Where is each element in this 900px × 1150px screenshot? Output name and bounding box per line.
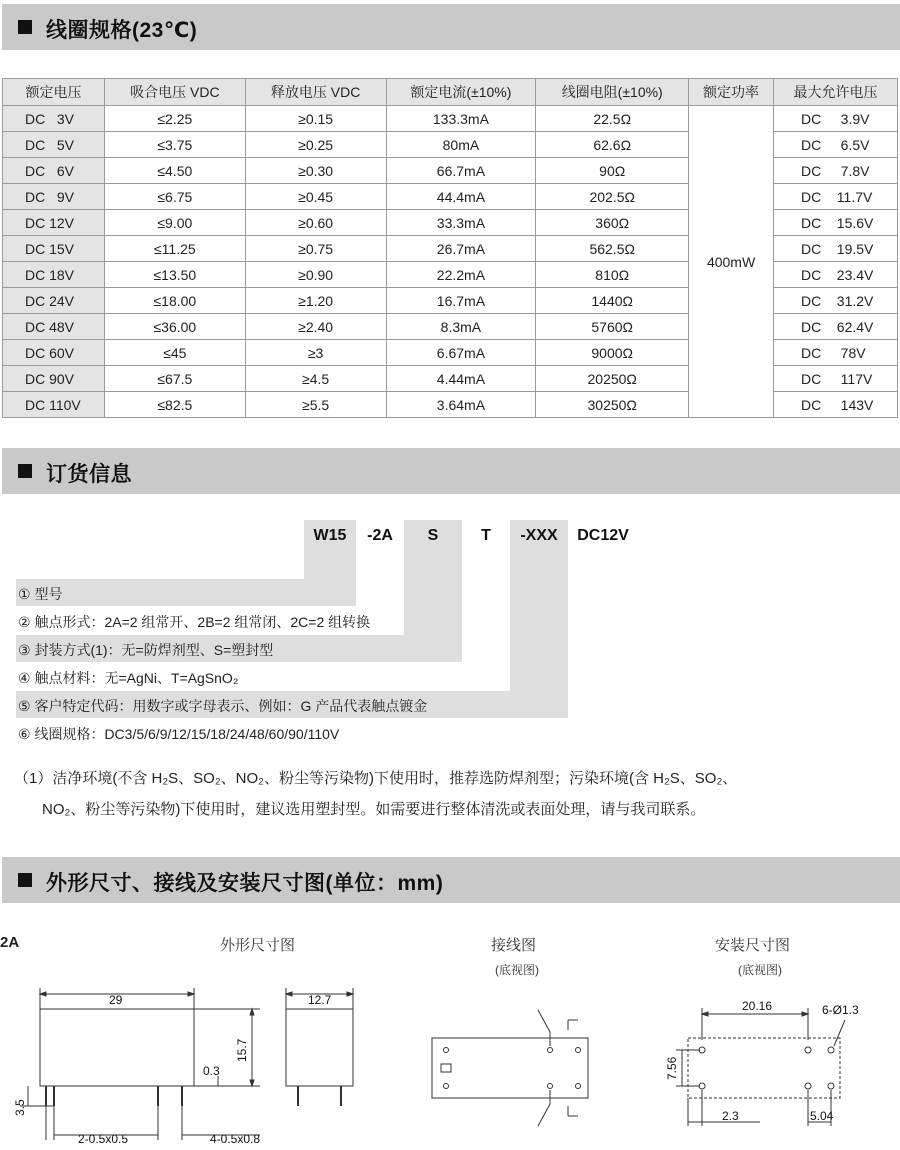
cell-rated-voltage: DC 90V xyxy=(3,366,105,392)
cell-rated-voltage: DC 6V xyxy=(3,158,105,184)
cell-pickup-voltage: ≤45 xyxy=(104,340,245,366)
cell-rated-current: 66.7mA xyxy=(386,158,536,184)
header-rated-power: 额定功率 xyxy=(689,79,774,106)
cell-max-voltage: DC 11.7V xyxy=(774,184,898,210)
cell-rated-voltage: DC 18V xyxy=(3,262,105,288)
bullet-square-icon xyxy=(18,464,32,478)
cell-coil-resistance: 30250Ω xyxy=(536,392,689,418)
cell-release-voltage: ≥0.25 xyxy=(245,132,386,158)
note-line-2: NO₂、粉尘等污染物)下使用时，建议选用塑封型。如需要进行整体清洗或表面处理，请与我司联系。 xyxy=(42,801,706,818)
relay-side-body xyxy=(40,1009,194,1086)
cell-coil-resistance: 20250Ω xyxy=(536,366,689,392)
order-code-coil: DC12V xyxy=(577,527,629,544)
cell-release-voltage: ≥4.5 xyxy=(245,366,386,392)
bullet-square-icon xyxy=(18,873,32,887)
cell-max-voltage: DC 78V xyxy=(774,340,898,366)
table-header-row xyxy=(3,79,898,106)
cell-rated-power: 400mW xyxy=(689,106,774,418)
cell-release-voltage: ≥0.90 xyxy=(245,262,386,288)
cell-rated-voltage: DC 48V xyxy=(3,314,105,340)
order-option-3: ③ 封装方式(1)：无=防焊剂型、S=塑封型 xyxy=(16,635,462,662)
table-row xyxy=(3,106,898,132)
cell-rated-voltage: DC 60V xyxy=(3,340,105,366)
cell-max-voltage: DC 19.5V xyxy=(774,236,898,262)
cell-rated-current: 133.3mA xyxy=(386,106,536,132)
dim-mount-b: 5.04 xyxy=(810,1109,834,1123)
header-release-voltage: 释放电压 VDC xyxy=(245,79,386,106)
cell-coil-resistance: 360Ω xyxy=(536,210,689,236)
dim-pin-thickness: 0.3 xyxy=(203,1064,220,1078)
cell-rated-current: 44.4mA xyxy=(386,184,536,210)
cell-rated-current: 8.3mA xyxy=(386,314,536,340)
cell-max-voltage: DC 143V xyxy=(774,392,898,418)
relay-front-body xyxy=(286,1009,353,1086)
dim-mount-a: 2.3 xyxy=(722,1109,739,1123)
cell-rated-voltage: DC 110V xyxy=(3,392,105,418)
header-max-voltage: 最大允许电压 xyxy=(774,79,898,106)
section-header-ordering xyxy=(2,448,900,494)
cell-coil-resistance: 562.5Ω xyxy=(536,236,689,262)
cell-rated-current: 6.67mA xyxy=(386,340,536,366)
section-title: 订货信息 xyxy=(46,463,132,486)
wiring-diagram-subtitle: (底视图) xyxy=(495,963,539,977)
cell-rated-current: 22.2mA xyxy=(386,262,536,288)
header-rated-voltage: 额定电压 xyxy=(3,79,105,106)
section-title: 线圈规格(23℃) xyxy=(46,19,198,42)
dimension-drawings xyxy=(0,980,900,1148)
order-code-model: W15 xyxy=(313,527,347,544)
section-header-coil-spec xyxy=(2,4,900,50)
cell-rated-voltage: DC 24V xyxy=(3,288,105,314)
order-option-1: ① 型号 xyxy=(16,579,356,606)
wiring-body xyxy=(432,1038,588,1098)
section-header-dimensions xyxy=(2,857,900,903)
order-code-material: T xyxy=(481,527,491,544)
bullet-square-icon xyxy=(18,20,32,34)
dim-pin-length: 3.5 xyxy=(13,1099,27,1116)
cell-pickup-voltage: ≤11.25 xyxy=(104,236,245,262)
header-pickup-voltage: 吸合电压 VDC xyxy=(104,79,245,106)
dim-width: 12.7 xyxy=(308,993,332,1007)
cell-coil-resistance: 9000Ω xyxy=(536,340,689,366)
cell-rated-voltage: DC 3V xyxy=(3,106,105,132)
cell-coil-resistance: 90Ω xyxy=(536,158,689,184)
order-option-2: ② 触点形式：2A=2 组常开、2B=2 组常闭、2C=2 组转换 xyxy=(18,614,371,630)
cell-max-voltage: DC 117V xyxy=(774,366,898,392)
cell-coil-resistance: 5760Ω xyxy=(536,314,689,340)
cell-pickup-voltage: ≤18.00 xyxy=(104,288,245,314)
cell-pickup-voltage: ≤36.00 xyxy=(104,314,245,340)
cell-release-voltage: ≥0.30 xyxy=(245,158,386,184)
cell-pickup-voltage: ≤2.25 xyxy=(104,106,245,132)
cell-pickup-voltage: ≤13.50 xyxy=(104,262,245,288)
wiring-diagram-title: 接线图 xyxy=(491,937,537,954)
cell-release-voltage: ≥5.5 xyxy=(245,392,386,418)
cell-coil-resistance: 62.6Ω xyxy=(536,132,689,158)
cell-pickup-voltage: ≤6.75 xyxy=(104,184,245,210)
cell-max-voltage: DC 7.8V xyxy=(774,158,898,184)
header-coil-resistance: 线圈电阻(±10%) xyxy=(536,79,689,106)
cell-pickup-voltage: ≤67.5 xyxy=(104,366,245,392)
code-connector xyxy=(510,572,568,691)
order-code-custom: -XXX xyxy=(520,527,558,544)
section-title: 外形尺寸、接线及安装尺寸图(单位：mm) xyxy=(46,872,444,895)
order-option-6: ⑥ 线圈规格：DC3/5/6/9/12/15/18/24/48/60/90/110V xyxy=(18,726,340,742)
cell-max-voltage: DC 23.4V xyxy=(774,262,898,288)
cell-pickup-voltage: ≤3.75 xyxy=(104,132,245,158)
order-option-4: ④ 触点材料：无=AgNi、T=AgSnO₂ xyxy=(18,670,239,686)
dim-length: 29 xyxy=(109,993,123,1007)
cell-rated-current: 33.3mA xyxy=(386,210,536,236)
cell-rated-current: 80mA xyxy=(386,132,536,158)
cell-max-voltage: DC 15.6V xyxy=(774,210,898,236)
dim-mount-vertical: 7.56 xyxy=(665,1056,679,1080)
cell-pickup-voltage: ≤82.5 xyxy=(104,392,245,418)
cell-rated-current: 16.7mA xyxy=(386,288,536,314)
cell-rated-current: 26.7mA xyxy=(386,236,536,262)
cell-rated-voltage: DC 9V xyxy=(3,184,105,210)
cell-pickup-voltage: ≤9.00 xyxy=(104,210,245,236)
cell-rated-voltage: DC 12V xyxy=(3,210,105,236)
cell-coil-resistance: 1440Ω xyxy=(536,288,689,314)
cell-release-voltage: ≥0.75 xyxy=(245,236,386,262)
cell-release-voltage: ≥3 xyxy=(245,340,386,366)
cell-release-voltage: ≥1.20 xyxy=(245,288,386,314)
cell-max-voltage: DC 62.4V xyxy=(774,314,898,340)
cell-release-voltage: ≥0.45 xyxy=(245,184,386,210)
dim-mount-span: 20.16 xyxy=(742,999,773,1013)
cell-coil-resistance: 202.5Ω xyxy=(536,184,689,210)
code-connector xyxy=(404,572,462,635)
cell-max-voltage: DC 31.2V xyxy=(774,288,898,314)
note-line-1: （1）洁净环境(不含 H₂S、SO₂、NO₂、粉尘等污染物)下使用时，推荐选防焊剂型；污染环境(含 H₂S、SO₂、 xyxy=(14,770,738,787)
cell-release-voltage: ≥0.60 xyxy=(245,210,386,236)
dim-holes: 6-Ø1.3 xyxy=(822,1003,859,1017)
order-option-5: ⑤ 客户特定代码：用数字或字母表示、例如：G 产品代表触点镀金 xyxy=(16,691,568,718)
model-label: 2A xyxy=(0,934,20,951)
coil-spec-table xyxy=(2,78,898,418)
cell-coil-resistance: 22.5Ω xyxy=(536,106,689,132)
mounting-drawing-subtitle: (底视图) xyxy=(738,963,782,977)
header-rated-current: 额定电流(±10%) xyxy=(386,79,536,106)
cell-release-voltage: ≥0.15 xyxy=(245,106,386,132)
cell-rated-current: 4.44mA xyxy=(386,366,536,392)
dim-pins-2: 2-0.5x0.5 xyxy=(78,1132,129,1146)
dim-height: 15.7 xyxy=(235,1038,249,1062)
cell-max-voltage: DC 6.5V xyxy=(774,132,898,158)
cell-max-voltage: DC 3.9V xyxy=(774,106,898,132)
cell-coil-resistance: 810Ω xyxy=(536,262,689,288)
cell-release-voltage: ≥2.40 xyxy=(245,314,386,340)
cell-rated-voltage: DC 5V xyxy=(3,132,105,158)
code-connector xyxy=(304,572,356,579)
cell-rated-voltage: DC 15V xyxy=(3,236,105,262)
order-code-package: S xyxy=(427,527,439,544)
mounting-outline xyxy=(688,1038,840,1098)
mounting-drawing-title: 安装尺寸图 xyxy=(715,937,791,954)
order-code-contact: -2A xyxy=(367,527,393,544)
dim-pins-4: 4-0.5x0.8 xyxy=(210,1132,261,1146)
outline-drawing-title: 外形尺寸图 xyxy=(220,937,296,954)
cell-rated-current: 3.64mA xyxy=(386,392,536,418)
cell-pickup-voltage: ≤4.50 xyxy=(104,158,245,184)
